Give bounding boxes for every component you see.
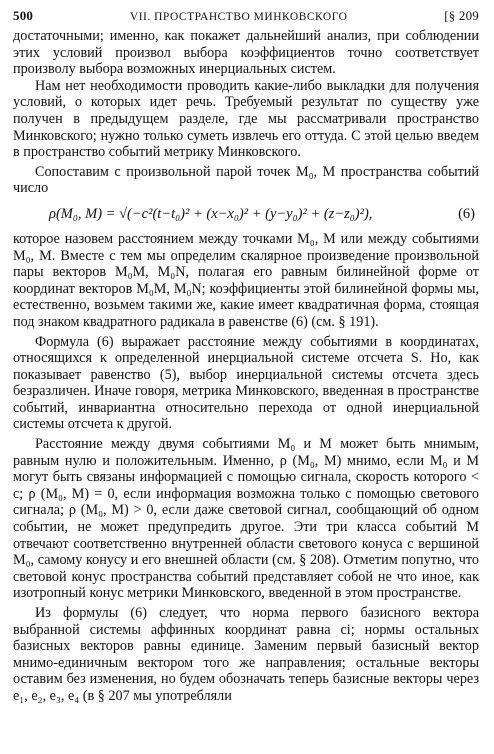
page-number: 500 xyxy=(13,8,34,23)
paragraph: Расстояние между двумя событиями M₀ и M может быть мнимым, равным нулю и положительным. Именно, ρ (M₀, M) мнимо, если M₀ и M могут быть связаны информацией с помощью сигнала, скорость которого < c; ρ (M₀, M) = 0, если информация возможна только с помощью светового сигнала; ρ (M₀, M) > 0, если даже световой сигнал, сообщающий об одном событии, не может предупредить другое. Эти три класса событий M отвечают соответственно внутренней области светового конуса с вершиной M₀, самому конусу и его внешней области (см. § 208). Отметим попутно, что световой конус пространства событий представляет собой не что иное, как изотропный конус метрики Минковского, введенной в этом пространстве. xyxy=(13,436,479,602)
running-header xyxy=(13,8,479,24)
paragraph: Из формулы (6) следует, что норма первого базисного вектора выбранной системы аффинных координат равна ci; нормы остальных базисных векторов равны единице. Заменим первый базисный вектор мнимо-единичным вектором того же направления; остальные векторы оставим без изменения, но будем обозначать теперь базисные векторы через e₁, e₂, e₃, e₄ (в § 207 мы употребляли xyxy=(13,605,479,704)
equation-number: (6) xyxy=(458,205,475,222)
chapter-title: VII. ПРОСТРАНСТВО МИНКОВСКОГО xyxy=(129,11,348,23)
paragraph: которое назовем расстоянием между точками M₀, M или между событиями M₀, M. Вместе с тем мы определим скалярное произведение произвольной пары векторов M₀M, M₀N, полагая его равным билинейной форме от координат векторов M₀M, M₀N; коэффициенты этой билинейной формы мы, естественно, возьмем такими же, какие имеет квадратичная форма, стоящая под знаком квадратного радикала в равенстве (6) (см. § 191). xyxy=(13,230,479,330)
paragraph: Формула (6) выражает расстояние между событиями в координатах, относящихся к определенной инерциальной системе отсчета S. Но, как показывает равенство (5), выбор инерциальной системы отсчета здесь безразличен. Иначе говоря, метрика Минковского, введенная в пространстве событий, инвариантна относительно перехода от одной инерциальной системы отсчета к другой. xyxy=(13,333,479,433)
paragraph-continuation: достаточными; именно, как покажет дальнейший анализ, при соблюдении этих условий произвол выбора коэффициентов точно соответствует произволу выбора возможных инерциальных систем. xyxy=(13,28,479,78)
section-marker: [§ 209 xyxy=(444,8,479,23)
paragraph: Сопоставим с произвольной парой точек M₀, M пространства событий число xyxy=(13,163,479,197)
equation-body: ρ(M₀, M) = √(−c²(t−t₀)² + (x−x₀)² + (y−y₀)² + (z−z₀)²), xyxy=(49,205,373,222)
equation xyxy=(13,206,479,223)
paragraph: Нам нет необходимости проводить какие-либо выкладки для получения условий, о которых идет речь. Требуемый результат по существу уже получен в предыдущем разделе, где мы рассматривали пространство Минковского; нужно только суметь извлечь его оттуда. С этой целью введем в пространство событий метрику Минковского. xyxy=(13,77,479,161)
